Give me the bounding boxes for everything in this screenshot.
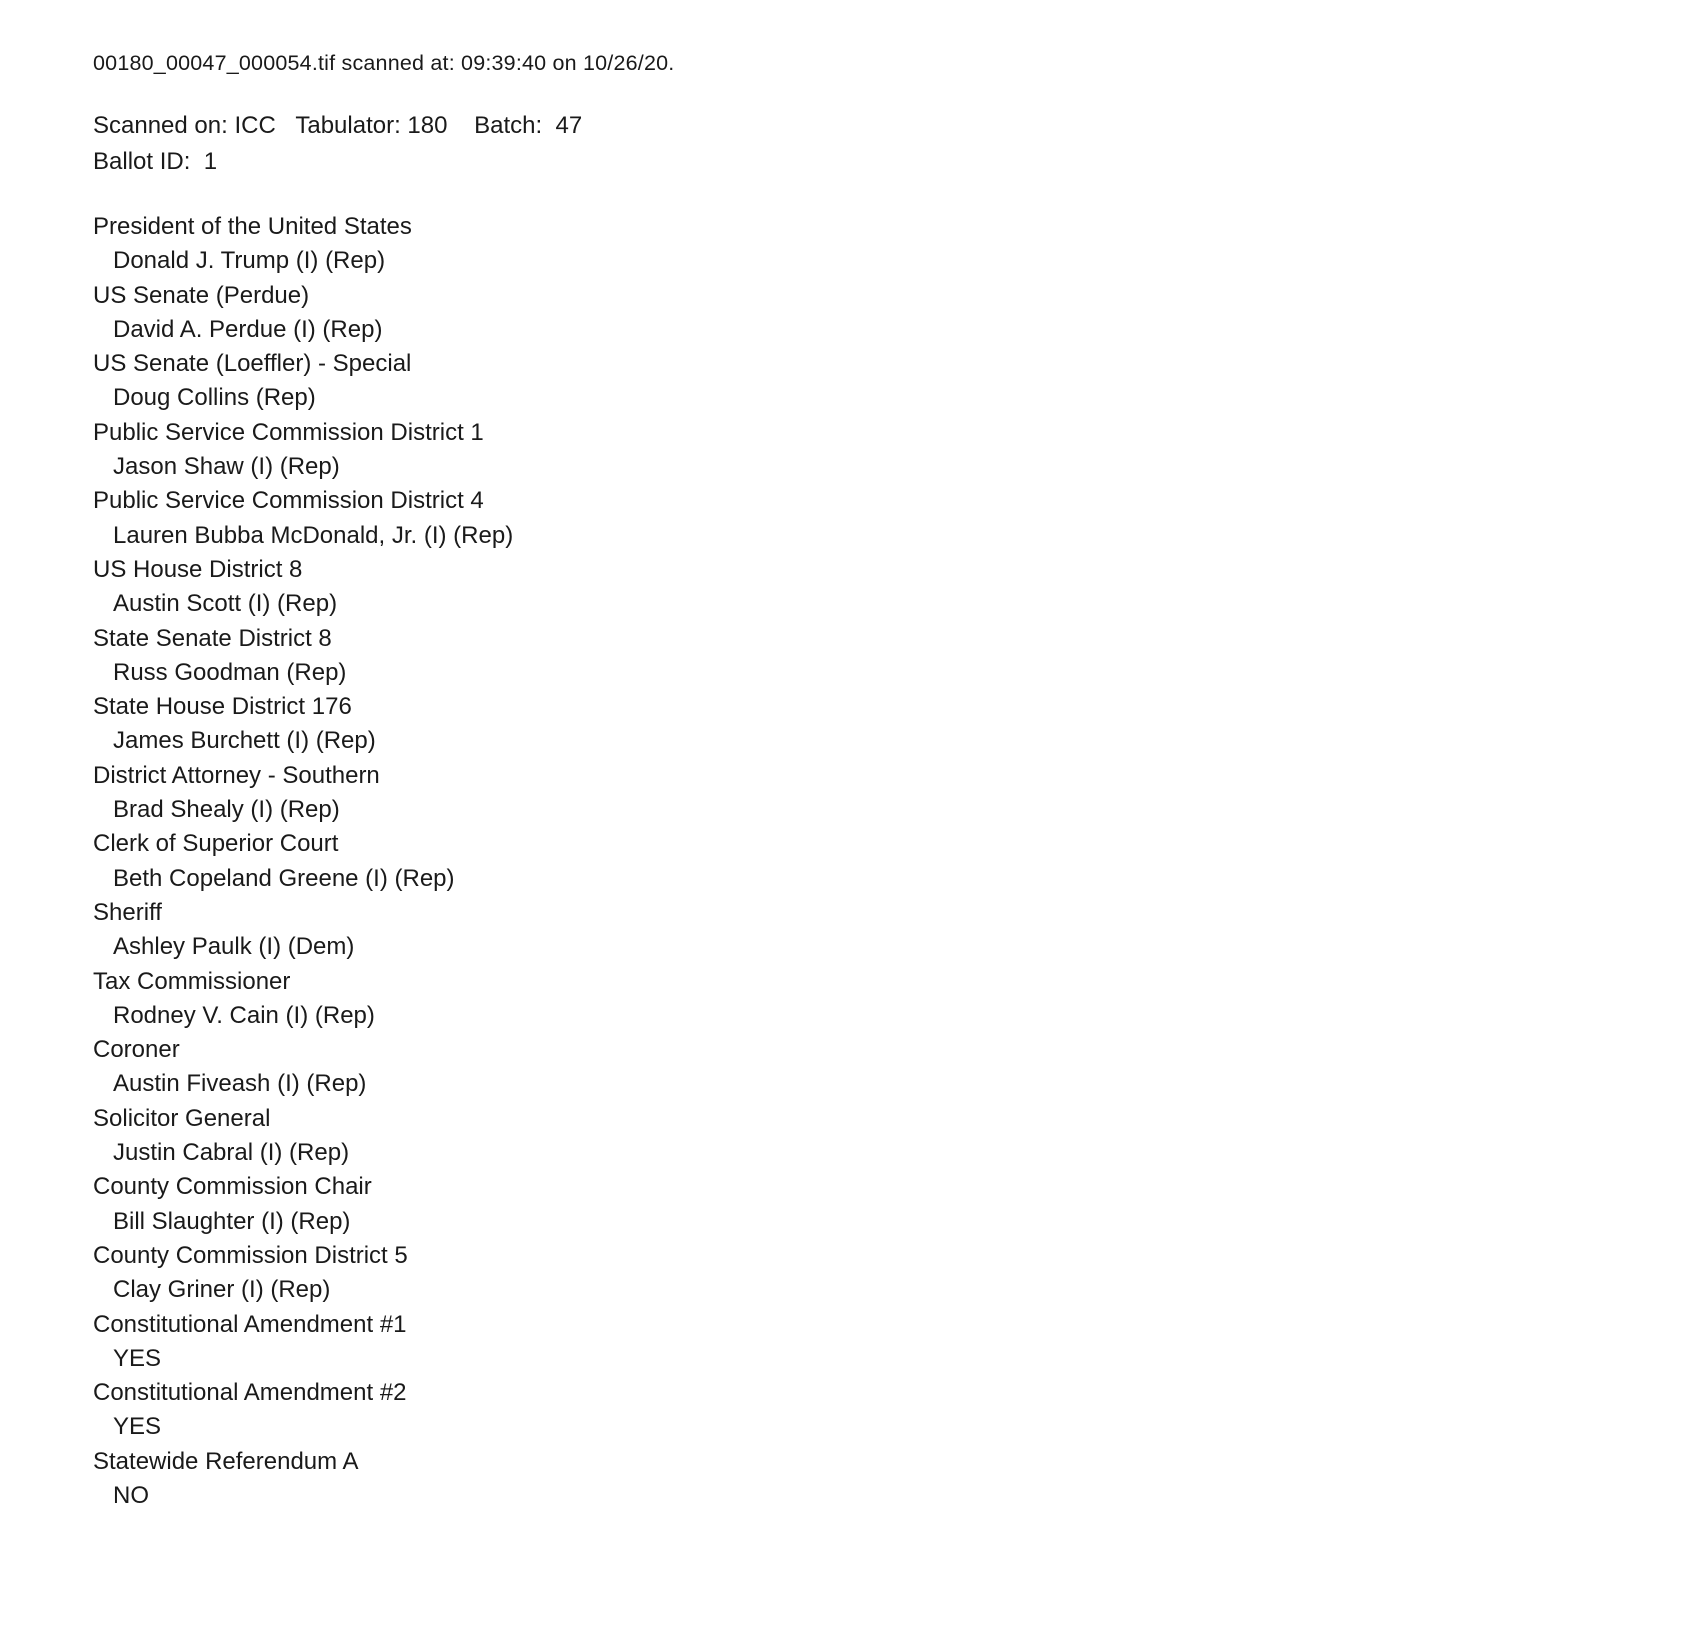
contest-office: County Commission Chair xyxy=(93,1173,372,1201)
contest-office: State House District 176 xyxy=(93,693,352,721)
contest-selection: Jason Shaw (I) (Rep) xyxy=(113,453,340,481)
contest-office: US House District 8 xyxy=(93,555,303,583)
contest-selection: Donald J. Trump (I) (Rep) xyxy=(113,247,386,275)
scan-info-line: Scanned on: ICC Tabulator: 180 Batch: 47 xyxy=(93,112,583,139)
contest-item xyxy=(93,759,1705,828)
contest-item xyxy=(93,1033,1705,1102)
contest-selection: YES xyxy=(113,1413,162,1441)
contest-item xyxy=(93,690,1705,759)
contest-office: Public Service Commission District 1 xyxy=(93,418,484,446)
contest-selection: Bill Slaughter (I) (Rep) xyxy=(113,1207,351,1235)
contest-office: Tax Commissioner xyxy=(93,967,291,995)
contest-selection: YES xyxy=(113,1344,162,1372)
contest-office: Coroner xyxy=(93,1036,180,1064)
contest-office: Statewide Referendum A xyxy=(93,1447,359,1475)
contest-item xyxy=(93,347,1705,416)
contest-selection: Austin Scott (I) (Rep) xyxy=(113,590,338,618)
contest-item xyxy=(93,279,1705,348)
contest-item xyxy=(93,1376,1705,1445)
contest-item xyxy=(93,1445,1705,1514)
ballot-id-line: Ballot ID: 1 xyxy=(93,148,218,175)
contest-office: Public Service Commission District 4 xyxy=(93,487,484,515)
contest-selection: Rodney V. Cain (I) (Rep) xyxy=(113,1001,375,1029)
contest-selection: Doug Collins (Rep) xyxy=(113,384,316,412)
contest-selection: Russ Goodman (Rep) xyxy=(113,658,347,686)
contest-office: President of the United States xyxy=(93,213,412,240)
contest-item xyxy=(93,1239,1705,1308)
contest-selection: NO xyxy=(113,1481,149,1509)
contest-office: Clerk of Superior Court xyxy=(93,830,339,858)
contest-item xyxy=(93,1308,1705,1377)
contest-selection: James Burchett (I) (Rep) xyxy=(113,727,376,755)
contest-item xyxy=(93,416,1705,485)
contest-office: US Senate (Loeffler) - Special xyxy=(93,350,412,378)
contest-office: US Senate (Perdue) xyxy=(93,281,310,309)
contest-office: Constitutional Amendment #1 xyxy=(93,1310,407,1338)
contest-selection: Beth Copeland Greene (I) (Rep) xyxy=(113,864,455,892)
scan-filename-line: 00180_00047_000054.tif scanned at: 09:39:40 on 10/26/20. xyxy=(93,51,675,75)
contest-office: Sheriff xyxy=(93,898,162,926)
contest-list xyxy=(93,210,1705,1513)
contest-item xyxy=(93,1102,1705,1171)
contest-item xyxy=(93,484,1705,553)
contest-item xyxy=(93,965,1705,1034)
contest-office: District Attorney - Southern xyxy=(93,761,380,789)
contest-selection: Clay Griner (I) (Rep) xyxy=(113,1276,331,1304)
contest-item xyxy=(93,553,1705,622)
contest-selection: Brad Shealy (I) (Rep) xyxy=(113,796,340,824)
contest-item xyxy=(93,210,1705,279)
contest-item xyxy=(93,1170,1705,1239)
contest-office: Constitutional Amendment #2 xyxy=(93,1379,407,1407)
contest-item xyxy=(93,622,1705,691)
contest-item xyxy=(93,827,1705,896)
contest-selection: Justin Cabral (I) (Rep) xyxy=(113,1139,350,1167)
contest-office: State Senate District 8 xyxy=(93,624,332,652)
contest-selection: Austin Fiveash (I) (Rep) xyxy=(113,1070,367,1098)
contest-selection: David A. Perdue (I) (Rep) xyxy=(113,315,383,343)
contest-office: County Commission District 5 xyxy=(93,1241,408,1269)
contest-item xyxy=(93,896,1705,965)
contest-selection: Ashley Paulk (I) (Dem) xyxy=(113,933,355,961)
contest-office: Solicitor General xyxy=(93,1104,271,1132)
contest-selection: Lauren Bubba McDonald, Jr. (I) (Rep) xyxy=(113,521,514,549)
